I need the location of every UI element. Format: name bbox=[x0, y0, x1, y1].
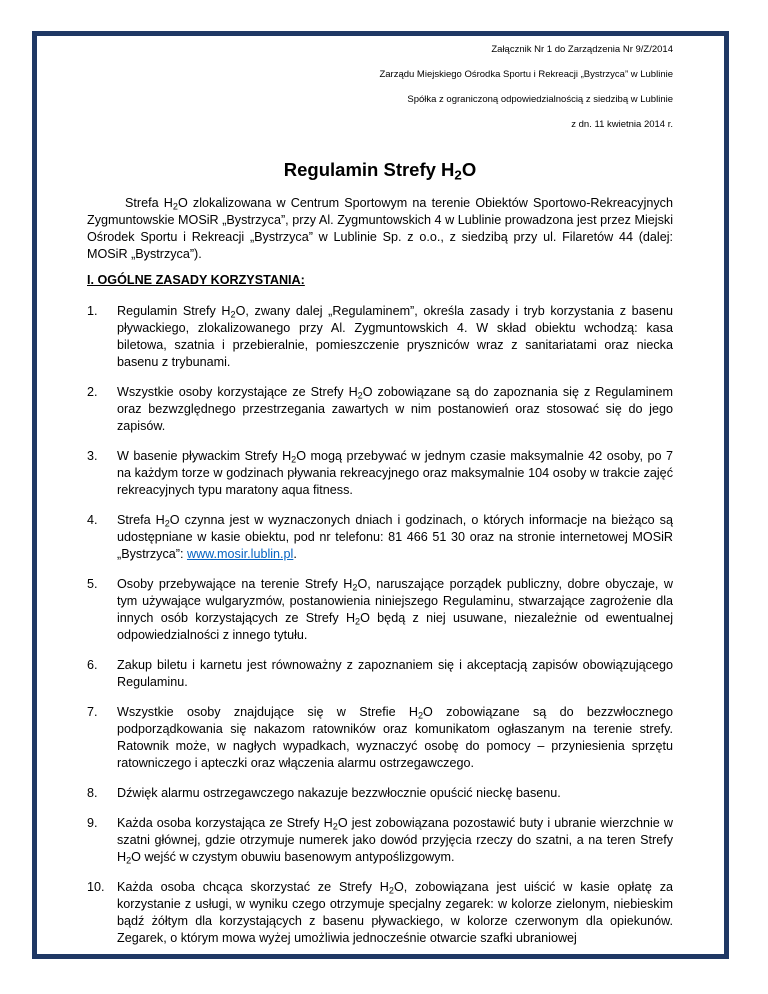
header-line: z dn. 11 kwietnia 2014 r. bbox=[571, 119, 673, 130]
header-line: Załącznik Nr 1 do Zarządzenia Nr 9/Z/2014 bbox=[491, 44, 673, 55]
list-item: 5. Osoby przebywające na terenie Strefy $H_2O$, naruszające porządek publiczny, dobre obyczaje, w tym używające wulgaryzmów, postanowienia niniejszego Regulaminu, stwarzające zagrożenie dla innych osób korzystających ze Strefy $H_2O$ będą z niej usuwane, niezależnie od ewentualnej odpowiedzialności z innego tytułu. bbox=[87, 577, 673, 642]
website-link[interactable]: www.mosir.lublin.pl bbox=[186, 547, 294, 561]
page-title: Regulamin Strefy $H_2O$ bbox=[283, 159, 477, 183]
document-header bbox=[87, 44, 673, 131]
header-line: Zarządu Miejskiego Ośrodka Sportu i Rekreacji „Bystrzyca” w Lublinie bbox=[379, 69, 673, 80]
list-item: 8. Dźwięk alarmu ostrzegawczego nakazuje bezzwłocznie opuścić nieckę basenu. bbox=[87, 786, 561, 800]
list-item: 2. Wszystkie osoby korzystające ze Strefy $H_2O$ zobowiązane są do zapoznania się z Regulaminem oraz bezwzględnego przestrzegania zawartych w nim postanowień oraz stosować się do jego zapisów. bbox=[87, 385, 673, 433]
page-border bbox=[32, 31, 729, 959]
list-item: 7. Wszystkie osoby znajdujące się w Strefie $H_2O$ zobowiązane są do bezzwłocznego podporządkowania się nakazom ratowników oraz komunikatom ogłaszanym na terenie strefy. Ratownik może, w nagłych wypadkach, wyznaczyć osobę do pomocy – przyniesienia sprzętu ratowniczego i apteczki oraz włączenia alarmu ostrzegawczego. bbox=[87, 705, 673, 770]
header-line: Spółka z ograniczoną odpowiedzialnością z siedzibą w Lublinie bbox=[407, 94, 673, 105]
document-body bbox=[87, 44, 673, 959]
intro-paragraph: Strefa $H_2O$ zlokalizowana w Centrum Sportowym na terenie Obiektów Sportowo-Rekreacyjnych Zygmuntowskie MOSiR „Bystrzyca”, przy Al. Zygmuntowskich 4 w Lublinie prowadzona jest przez Miejski Ośrodek Sportu i Rekreacji „Bystrzyca” w Lublinie Sp. z o.o., z siedzibą przy ul. Filaretów 44 (dalej: MOSiR „Bystrzyca”). bbox=[87, 196, 673, 261]
list-item: 3. W basenie pływackim Strefy $H_2O$ mogą przebywać w jednym czasie maksymalnie 42 osoby, po 7 na każdym torze w godzinach pływania rekreacyjnego oraz maksymalnie 104 osoby w trakcie zajęć rekreacyjnych typu maratony aqua fitness. bbox=[87, 449, 673, 497]
rules-list bbox=[87, 303, 673, 947]
list-item: 4. Strefa $H_2O$ czynna jest w wyznaczonych dniach i godzinach, o których informacje na bieżąco są udostępniane w kasie obiektu, pod nr telefonu: 81 466 51 30 oraz na stronie internetowej MOSiR „Bystrzyca”: www.mosir.lublin.pl. bbox=[87, 513, 673, 561]
list-item: 6. Zakup biletu i karnetu jest równoważny z zapoznaniem się i akceptacją zapisów obowiązującego Regulaminu. bbox=[87, 658, 673, 689]
list-item: 9. Każda osoba korzystająca ze Strefy $H_2O$ jest zobowiązana pozostawić buty i ubranie wierzchnie w szatni głównej, gdzie otrzymuje numerek jako dowód przyjęcia rzeczy do szatni, a na teren Strefy $H_2O$ wejść w czystym obuwiu basenowym antypoślizgowym. bbox=[87, 816, 673, 866]
section-heading: I. OGÓLNE ZASADY KORZYSTANIA: bbox=[87, 273, 305, 287]
list-item: 10. Każda osoba chcąca skorzystać ze Strefy $H_2O$, zobowiązana jest uiścić w kasie opłatę za korzystanie z usługi, w wyniku czego otrzymuje specjalny zegarek: w kolorze zielonym, niebieskim bądź żółtym dla korzystających z basenu pływackiego, w kolorze czerwonym dla opiekunów. Zegarek, o którym mowa wyżej umożliwia jednocześnie otwarcie szafki ubraniowej bbox=[87, 880, 673, 945]
list-item: 1. Regulamin Strefy $H_2O$, zwany dalej „Regulaminem”, określa zasady i tryb korzystania z basenu pływackiego, zlokalizowanego przy Al. Zygmuntowskich 4. W skład obiektu wchodzą: kasa biletowa, szatnia i przebieralnie, pomieszczenie pryszniców wraz z sanitariatami oraz niecka basenu z trybunami. bbox=[87, 304, 674, 369]
